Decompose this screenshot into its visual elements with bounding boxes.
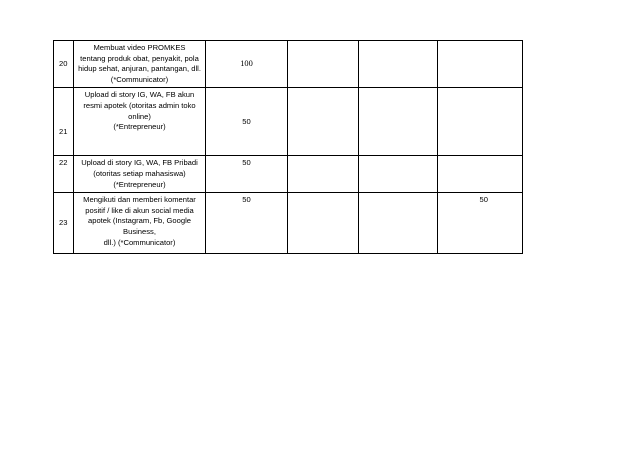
empty-cell (288, 41, 359, 88)
empty-cell (359, 193, 438, 254)
activity-line: dll.) (*Communicator) (103, 237, 176, 247)
table-row (54, 88, 523, 156)
table-row (54, 156, 523, 193)
row-number: 22 (54, 156, 74, 193)
row-number: 20 (54, 41, 74, 88)
activity-line: (*Entrepreneur) (113, 122, 166, 132)
activity-line: tentang produk obat, penyakit, pola (80, 53, 199, 63)
score-value: 50 (242, 195, 251, 205)
activity-description (74, 193, 206, 254)
activity-description (74, 41, 206, 88)
row-number: 21 (54, 88, 74, 156)
empty-cell (359, 156, 438, 193)
row-number: 23 (54, 193, 74, 254)
activity-line: hidup sehat, anjuran, pantangan, dll. (78, 64, 201, 74)
extra-score-cell: 50 (438, 193, 523, 254)
activity-line: (*Entrepreneur) (113, 179, 166, 189)
score-cell (206, 193, 288, 254)
activity-line: (*Communicator) (110, 74, 169, 84)
activity-description (74, 88, 206, 156)
score-value: 50 (242, 158, 251, 168)
empty-cell (288, 156, 359, 193)
table-row (54, 41, 523, 88)
activity-line: resmi apotek (otoritas admin toko (83, 100, 196, 110)
activity-description (74, 156, 206, 193)
activity-line: Business, (123, 226, 156, 236)
score-cell (206, 41, 288, 88)
activity-line: (otoritas setiap mahasiswa) (93, 168, 186, 178)
extra-score-cell (438, 41, 523, 88)
extra-score-cell (438, 88, 523, 156)
activity-line: Membuat video PROMKES (93, 43, 186, 52)
activity-table (53, 40, 523, 254)
empty-cell (288, 88, 359, 156)
score-cell (206, 156, 288, 193)
activity-line: apotek (Instagram, Fb, Google (88, 216, 191, 226)
activity-line: Mengikuti dan memberi komentar (83, 195, 196, 205)
empty-cell (288, 193, 359, 254)
score-value: 50 (242, 116, 251, 126)
activity-line: Upload di story IG, WA, FB Pribadi (81, 158, 198, 168)
empty-cell (359, 88, 438, 156)
extra-score-cell (438, 156, 523, 193)
empty-cell (359, 41, 438, 88)
table-row (54, 193, 523, 254)
activity-line: Upload di story IG, WA, FB akun (84, 90, 195, 100)
activity-line: positif / like di akun social media (85, 205, 194, 215)
score-value: 100 (240, 58, 253, 68)
score-cell (206, 88, 288, 156)
activity-line: online) (128, 111, 151, 121)
